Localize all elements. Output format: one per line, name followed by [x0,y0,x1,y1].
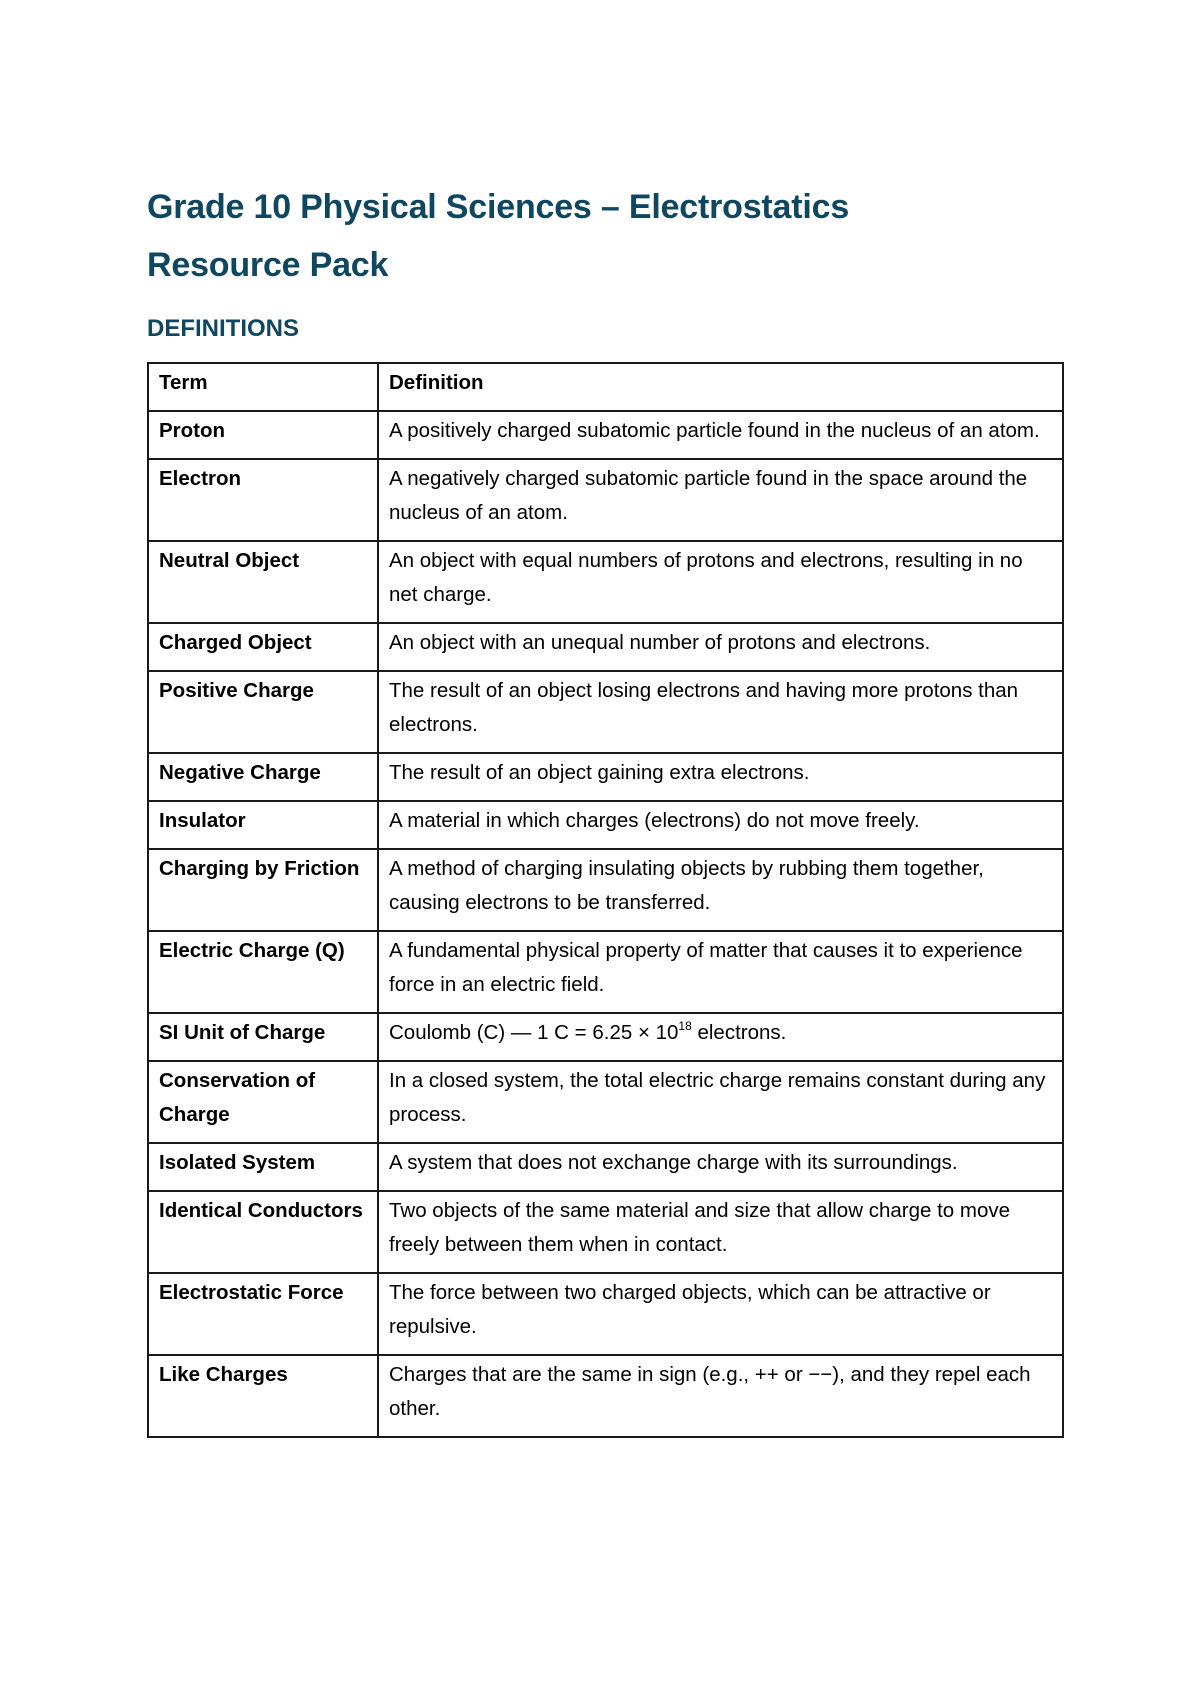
table-row [148,1273,1063,1355]
table-row [148,1143,1063,1191]
table-row [148,623,1063,671]
definition-text-suffix: electrons. [691,1021,787,1044]
definition-cell: Charges that are the same in sign (e.g., ++ or −−), and they repel each other. [378,1355,1063,1437]
definition-cell [378,1013,1063,1061]
table-row [148,753,1063,801]
definition-cell: A method of charging insulating objects by rubbing them together, causing electrons to be transferred. [378,849,1063,931]
document-title [147,178,1062,294]
definition-cell: A system that does not exchange charge with its surroundings. [378,1143,1063,1191]
term-cell: Conservation of Charge [148,1061,378,1143]
term-cell: Electric Charge (Q) [148,931,378,1013]
exponent: 18 [678,1019,692,1033]
definition-cell: Two objects of the same material and size that allow charge to move freely between them when in contact. [378,1191,1063,1273]
definition-cell: The result of an object gaining extra electrons. [378,753,1063,801]
table-row [148,459,1063,541]
table-row [148,849,1063,931]
definitions-table-body [148,411,1063,1437]
term-cell: Neutral Object [148,541,378,623]
definition-cell: In a closed system, the total electric charge remains constant during any process. [378,1061,1063,1143]
term-cell: SI Unit of Charge [148,1013,378,1061]
header-term: Term [148,363,378,411]
section-heading-definitions: DEFINITIONS [147,315,300,342]
table-row [148,541,1063,623]
table-row [148,931,1063,1013]
term-cell: Isolated System [148,1143,378,1191]
title-line-1: Grade 10 Physical Sciences – Electrostatics [147,188,850,226]
term-cell: Charged Object [148,623,378,671]
definition-text: Coulomb (C) — 1 C = 6.25 × 10 [389,1021,679,1044]
definition-cell: A negatively charged subatomic particle found in the space around the nucleus of an atom. [378,459,1063,541]
table-row [148,1355,1063,1437]
table-row [148,801,1063,849]
table-row [148,1061,1063,1143]
term-cell: Proton [148,411,378,459]
document-page [147,178,1062,1438]
table-row [148,1013,1063,1061]
definition-cell: A material in which charges (electrons) do not move freely. [378,801,1063,849]
table-row [148,671,1063,753]
definition-cell: An object with an unequal number of protons and electrons. [378,623,1063,671]
term-cell: Charging by Friction [148,849,378,931]
table-row [148,411,1063,459]
definition-cell: A positively charged subatomic particle found in the nucleus of an atom. [378,411,1063,459]
definition-cell: An object with equal numbers of protons and electrons, resulting in no net charge. [378,541,1063,623]
title-line-2: Resource Pack [147,246,389,284]
definition-cell: A fundamental physical property of matter that causes it to experience force in an electric field. [378,931,1063,1013]
term-cell: Insulator [148,801,378,849]
term-cell: Positive Charge [148,671,378,753]
term-cell: Electron [148,459,378,541]
table-row [148,1191,1063,1273]
definition-cell: The result of an object losing electrons and having more protons than electrons. [378,671,1063,753]
term-cell: Negative Charge [148,753,378,801]
definitions-table [147,362,1064,1438]
definition-cell: The force between two charged objects, which can be attractive or repulsive. [378,1273,1063,1355]
term-cell: Electrostatic Force [148,1273,378,1355]
term-cell: Like Charges [148,1355,378,1437]
header-definition: Definition [378,363,1063,411]
table-header-row [148,363,1063,411]
term-cell: Identical Conductors [148,1191,378,1273]
